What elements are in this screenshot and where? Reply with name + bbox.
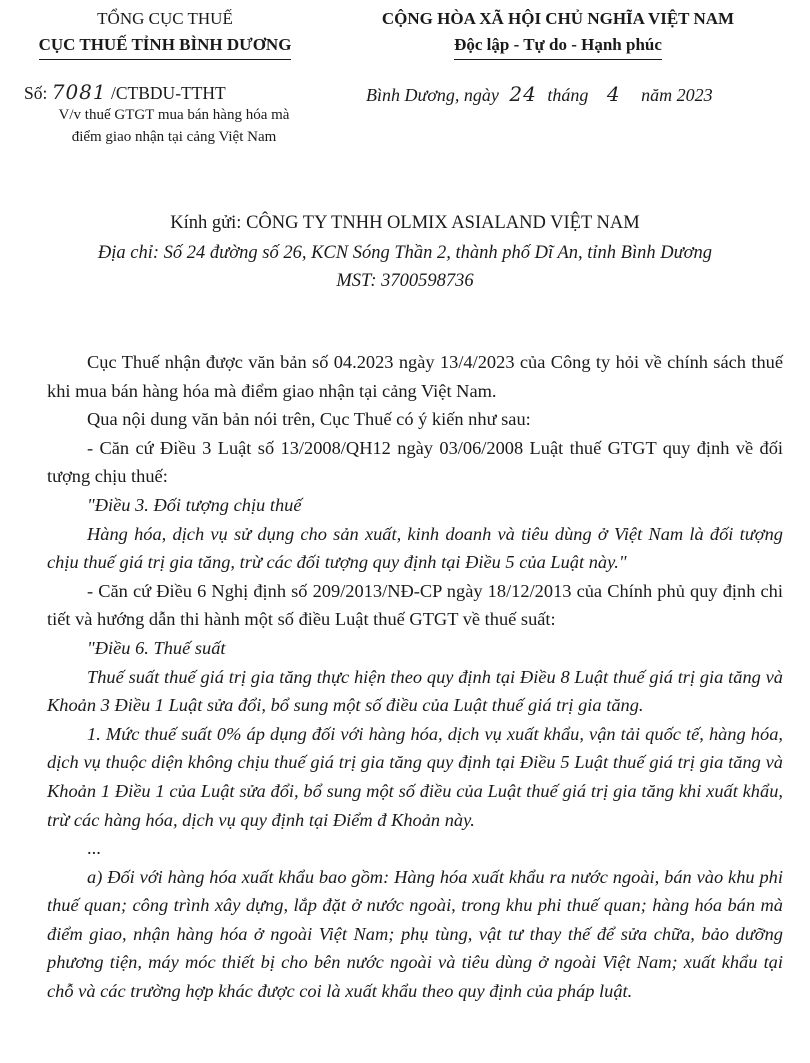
paragraph-intro: Cục Thuế nhận được văn bản số 04.2023 ngày 13/4/2023 của Công ty hỏi về chính sách thuế khi mua bán hàng hóa mà điểm giao nhận tại cảng Việt Nam. (47, 352, 783, 401)
article-6-clause-1: 1. Mức thuế suất 0% áp dụng đối với hàng hóa, dịch vụ xuất khẩu, vận tải quốc tế, hàng hóa, dịch vụ thuộc diện không chịu thuế giá trị gia tăng quy định tại Điều 5 Luật thuế giá trị gia tăng và Khoản 1 Điều 1 của Luật sửa đổi, bổ sung một số điều của Luật thuế giá trị gia tăng khi xuất khẩu, trừ các hàng hóa, dịch vụ quy định tại Điểm đ Khoản này. (47, 723, 783, 830)
paragraph-legal-basis-1: - Căn cứ Điều 3 Luật số 13/2008/QH12 ngày 03/06/2008 Luật thuế GTGT quy định về đối tượng chịu thuế: (47, 437, 783, 487)
paragraph-legal-basis-2: - Căn cứ Điều 6 Nghị định số 209/2013/NĐ-CP ngày 18/12/2013 của Chính phủ quy định chi tiết và hướng dẫn thi hành một số điều Luật thuế GTGT về thuế suất: (47, 580, 783, 630)
article-6-title: "Điều 6. Thuế suất (87, 637, 226, 658)
date-month: 4 (606, 82, 621, 106)
subject (24, 104, 324, 148)
country-name: CỘNG HÒA XÃ HỘI CHỦ NGHĨA VIỆT NAM (381, 9, 735, 28)
date-day: 24 (509, 82, 537, 106)
article-6-point-a: a) Đối với hàng hóa xuất khẩu bao gồm: Hàng hóa xuất khẩu ra nước ngoài, bán vào khu phi thuế quan; công trình xây dựng, lắp đặt ở nước ngoài, trong khu phi thuế quan; hàng hóa bán mà điểm giao, nhận hàng hóa ở ngoài Việt Nam; phụ tùng, vật tư thay thế để sửa chữa, bảo dưỡng phương tiện, máy móc thiết bị cho bên nước ngoài và tiêu dùng ở ngoài Việt Nam; xuất khẩu tại chỗ và các trường hợp khác được coi là xuất khẩu theo quy định của pháp luật. (47, 866, 783, 1002)
subject-line-1: V/v thuế GTGT mua bán hàng hóa mà (58, 107, 290, 123)
article-6-content: Thuế suất thuế giá trị gia tăng thực hiện theo quy định tại Điều 8 Luật thuế giá trị gia tăng và Khoản 3 Điều 1 Luật sửa đổi, bổ sung một số điều của Luật thuế giá trị gia tăng. (47, 666, 783, 716)
doc-no-prefix: Số: (24, 83, 48, 103)
national-title-block (318, 6, 798, 60)
motto: Độc lập - Tự do - Hạnh phúc (454, 32, 662, 60)
article-3-title: "Điều 3. Đối tượng chịu thuế (87, 494, 302, 515)
ellipsis: ... (87, 838, 101, 859)
document-number (24, 80, 226, 104)
doc-no-suffix: /CTBDU-TTHT (111, 83, 226, 103)
agency-block (20, 6, 310, 60)
agency-name: CỤC THUẾ TỈNH BÌNH DƯƠNG (39, 32, 292, 60)
recipient-address: Địa chỉ: Số 24 đường số 26, KCN Sóng Thần 2, thành phố Dĩ An, tỉnh Bình Dương (97, 243, 713, 263)
recipient-line: Kính gửi: CÔNG TY TNHH OLMIX ASIALAND VIỆT NAM (170, 213, 640, 233)
agency-parent: TỔNG CỤC THUẾ (97, 9, 233, 28)
date-month-label: tháng (547, 85, 589, 105)
doc-no-handwritten: 7081 (51, 80, 107, 104)
date-place: Bình Dương, ngày (366, 85, 499, 105)
date-year: năm 2023 (641, 85, 713, 105)
paragraph-opinion: Qua nội dung văn bản nói trên, Cục Thuế có ý kiến như sau: (87, 409, 531, 430)
recipient-tax-code: MST: 3700598736 (336, 271, 474, 291)
document-body (47, 348, 783, 1006)
article-3-content: Hàng hóa, dịch vụ sử dụng cho sản xuất, kinh doanh và tiêu dùng ở Việt Nam là đối tượng chịu thuế giá trị gia tăng, trừ các đối tượng quy định tại Điều 5 của Luật này." (47, 523, 783, 573)
issue-date (366, 82, 713, 106)
subject-line-2: điểm giao nhận tại cảng Việt Nam (71, 129, 277, 145)
